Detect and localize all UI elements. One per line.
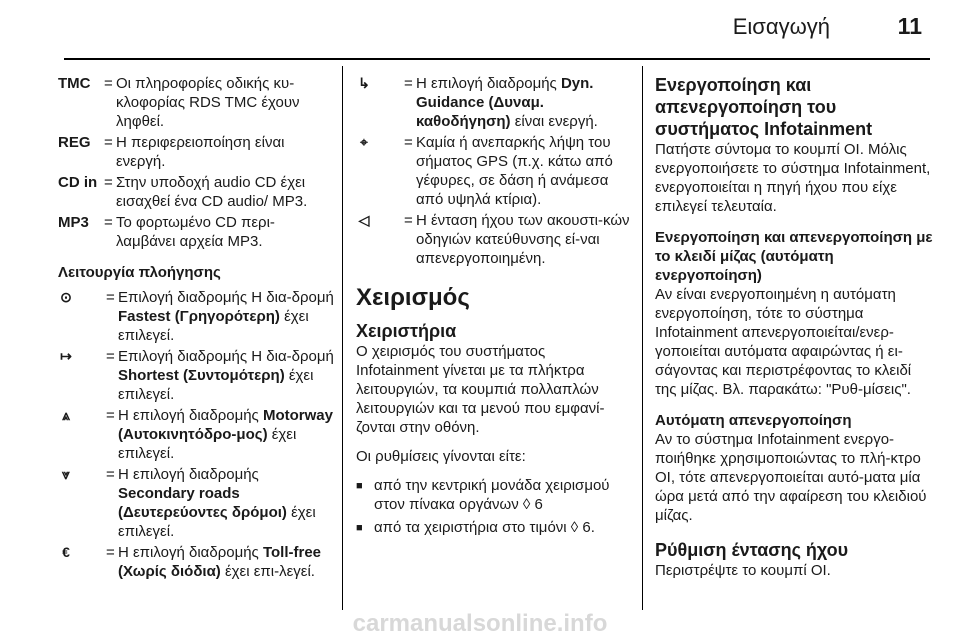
page-header: [0, 0, 960, 58]
bullet-icon: ■: [356, 480, 363, 492]
definition-text: Στην υποδοχή audio CD έχει εισαχθεί ένα CD audio/ MP3.: [116, 174, 308, 210]
definition-text: Η περιφερειοποίηση είναι ενεργή.: [116, 134, 285, 170]
page-title: Εισαγωγή: [732, 14, 830, 39]
definition-no-gps: [356, 133, 630, 209]
equals: =: [106, 289, 115, 306]
mute-icon: ◁: [358, 212, 370, 228]
paragraph: Αν το σύστημα Infotainment ενεργο-ποιήθηκε χρησιμοποιώντας το πλή-κτρο OI, τότε απενεργοποιείται αυτό-ματα μία ώρα μετά από την αφαίρεση του κλειδιού μίζας.: [655, 431, 927, 524]
term: CD in: [58, 174, 98, 191]
watermark: carmanualsonline.info: [352, 610, 608, 637]
definition-text: Επιλογή διαδρομής Η δια-δρομή Shortest (Συντομότερη) έχει επιλεγεί.: [118, 348, 334, 403]
subsection-title: Χειριστήρια: [356, 321, 457, 341]
definition-mp3: [58, 213, 334, 251]
no-gps-icon: ⌖: [360, 134, 368, 150]
definition-tmc: [58, 74, 334, 131]
paragraph: Ο χειρισμός του συστήματος Infotainment γίνεται με τα πλήκτρα λειτουργιών, τα κουμπιά πολλαπλών λειτουργιών και τα μενού που εμφανί-ζονται στην οθόνη.: [356, 343, 605, 436]
list-item-text: από τα χειριστήρια στο τιμόνι ◊ 6.: [374, 519, 595, 536]
definition-text: Το φορτωμένο CD περι-λαμβάνει αρχεία MP3.: [116, 214, 275, 250]
definition-text: Η επιλογή διαδρομής Motorway (Αυτοκινητόδρο-μος) έχει επιλεγεί.: [118, 407, 333, 462]
equals: =: [104, 134, 113, 151]
page-number: 11: [897, 13, 922, 39]
definition-dyn-guidance: [356, 74, 630, 131]
equals: =: [106, 348, 115, 365]
equals: =: [404, 75, 413, 92]
definition-text: Η ένταση ήχου των ακουστι-κών οδηγιών κατεύθυνσης εί-ναι απενεργοποιημένη.: [416, 212, 630, 267]
definition-shortest: [58, 347, 334, 404]
term: REG: [58, 134, 91, 151]
equals: =: [106, 544, 115, 561]
definition-text: Καμία ή ανεπαρκής λήψη του σήματος GPS (π.χ. κάτω από γέφυρες, σε δάση ή ανάμεσα από υψηλά κτίρια).: [416, 134, 613, 208]
definition-cd-in: [58, 173, 334, 211]
navigation-mode-heading: Λειτουργία πλοήγησης: [58, 264, 221, 281]
paragraph: Αν είναι ενεργοποιημένη η αυτόματη ενεργοποίηση, τότε το σύστημα Infotainment απενεργοποιείται/ενερ-γοποιείται αυτόματα αφαιρώντας ή ει-σάγοντας και περιστρέφοντας το κλειδί της μίζας. Βλ. παρακάτω: "Ρυθ-μίσεις".: [655, 286, 912, 398]
motorway-icon: ⩓: [62, 407, 70, 423]
list-item-text: από την κεντρική μονάδα χειρισμού στον πίνακα οργάνων ◊ 6: [374, 477, 610, 513]
fastest-route-icon: ⊙: [60, 289, 72, 305]
equals: =: [404, 134, 413, 151]
equals: =: [104, 75, 113, 92]
bullet-icon: ■: [356, 522, 363, 534]
secondary-roads-icon: ⩔: [62, 466, 70, 482]
definition-text: Επιλογή διαδρομής Η δια-δρομή Fastest (Γρηγορότερη) έχει επιλεγεί.: [118, 289, 334, 344]
equals: =: [106, 466, 115, 483]
paragraph: Οι ρυθμίσεις γίνονται είτε:: [356, 448, 526, 465]
heading-auto-off: Αυτόματη απενεργοποίηση: [655, 412, 852, 429]
dynamic-guidance-icon: ↳: [358, 75, 370, 91]
equals: =: [104, 214, 113, 231]
term: MP3: [58, 214, 89, 231]
definition-motorway: [58, 406, 334, 463]
toll-free-icon: €: [62, 544, 70, 560]
definition-text: Οι πληροφορίες οδικής κυ-κλοφορίας RDS TMC έχουν ληφθεί.: [116, 75, 300, 130]
section-title: Χειρισμός: [356, 284, 470, 311]
definition-toll-free: [58, 543, 334, 581]
equals: =: [404, 212, 413, 229]
column-1: [58, 74, 334, 583]
header-rule: [64, 58, 930, 60]
term: TMC: [58, 75, 91, 92]
definition-fastest: [58, 288, 334, 345]
definition-mute: [356, 211, 630, 268]
column-divider-1: [342, 66, 343, 610]
paragraph: Περιστρέψτε το κουμπί OI.: [655, 562, 831, 579]
heading-volume: Ρύθμιση έντασης ήχου: [655, 540, 849, 560]
definition-reg: [58, 133, 334, 171]
column-2: [356, 74, 630, 542]
heading-power: Ενεργοποίηση και απενεργοποίηση του συστήματος Infotainment: [655, 75, 873, 139]
heading-ignition: Ενεργοποίηση και απενεργοποίηση με το κλειδί μίζας (αυτόματη ενεργοποίηση): [655, 229, 933, 284]
equals: =: [104, 174, 113, 191]
column-divider-2: [642, 66, 643, 610]
list-item: [356, 476, 630, 514]
column-3: [655, 74, 935, 590]
definition-text: Η επιλογή διαδρομής Secondary roads (Δευτερεύοντες δρόμοι) έχει επιλεγεί.: [118, 466, 316, 540]
list-item: [356, 518, 630, 538]
definition-secondary-roads: [58, 465, 334, 541]
definition-text: Η επιλογή διαδρομής Dyn. Guidance (Δυναμ. καθοδήγηση) είναι ενεργή.: [416, 75, 598, 130]
definition-text: Η επιλογή διαδρομής Toll-free (Χωρίς διόδια) έχει επι-λεγεί.: [118, 544, 322, 580]
equals: =: [106, 407, 115, 424]
paragraph: Πατήστε σύντομα το κουμπί OI. Μόλις ενεργοποιήσετε το σύστημα Infotainment, ενεργοποιείται η πηγή ήχου που είχε επιλεγεί τελευταία.: [655, 141, 931, 215]
shortest-route-icon: ↦: [60, 348, 72, 364]
